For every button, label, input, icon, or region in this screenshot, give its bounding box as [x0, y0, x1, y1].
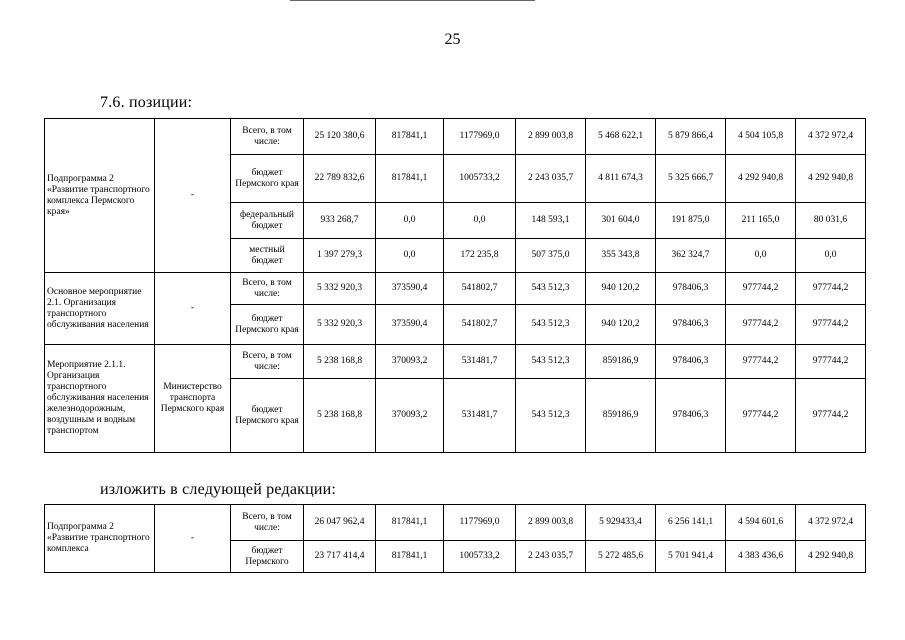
amount-cell: 362 324,7	[656, 239, 726, 273]
funding-source-cell: Всего, в том числе:	[231, 345, 304, 379]
amount-cell: 817841,1	[376, 119, 444, 155]
amount-cell: 978406,3	[656, 379, 726, 453]
amount-cell: 543 512,3	[516, 345, 586, 379]
amount-cell: 977744,2	[796, 305, 866, 345]
amount-cell: 541802,7	[444, 273, 516, 305]
section-heading: 7.6. позиции:	[100, 94, 193, 111]
amount-cell: 977744,2	[726, 305, 796, 345]
amount-cell: 5 701 941,4	[656, 541, 726, 573]
program-name-cell: Подпрограмма 2 «Развитие транспортного комплекса Пермского края»	[45, 119, 155, 273]
amount-cell: 191 875,0	[656, 203, 726, 239]
amount-cell: 6 256 141,1	[656, 505, 726, 541]
amount-cell: 172 235,8	[444, 239, 516, 273]
funding-source-cell: бюджет Пермского края	[231, 305, 304, 345]
amount-cell: 543 512,3	[516, 273, 586, 305]
amount-cell: 0,0	[444, 203, 516, 239]
funding-source-cell: Всего, в том числе:	[231, 273, 304, 305]
page-number: 25	[444, 31, 461, 48]
top-rule	[290, 0, 535, 1]
amount-cell: 543 512,3	[516, 379, 586, 453]
amount-cell: 817841,1	[376, 505, 444, 541]
table-row	[45, 505, 866, 541]
amount-cell: 543 512,3	[516, 305, 586, 345]
amount-cell: 978406,3	[656, 305, 726, 345]
amount-cell: 5 468 622,1	[586, 119, 656, 155]
amount-cell: 531481,7	[444, 345, 516, 379]
amount-cell: 933 268,7	[304, 203, 376, 239]
amount-cell: 2 899 003,8	[516, 119, 586, 155]
amount-cell: 978406,3	[656, 345, 726, 379]
amount-cell: 4 594 601,6	[726, 505, 796, 541]
amount-cell: 23 717 414,4	[304, 541, 376, 573]
amount-cell: 2 243 035,7	[516, 155, 586, 203]
amount-cell: 4 811 674,3	[586, 155, 656, 203]
amount-cell: 2 243 035,7	[516, 541, 586, 573]
amount-cell: 5 325 666,7	[656, 155, 726, 203]
amount-cell: 301 604,0	[586, 203, 656, 239]
amount-cell: 977744,2	[726, 273, 796, 305]
amount-cell: 211 165,0	[726, 203, 796, 239]
amount-cell: 22 789 832,6	[304, 155, 376, 203]
amount-cell: 0,0	[726, 239, 796, 273]
amount-cell: 355 343,8	[586, 239, 656, 273]
program-name-cell: Мероприятие 2.1.1. Организация транспортного обслуживания населения железнодорожным, воздушным и водным транспортом	[45, 345, 155, 453]
amount-cell: 541802,7	[444, 305, 516, 345]
amount-cell: 5 929433,4	[586, 505, 656, 541]
amount-cell: 977744,2	[796, 379, 866, 453]
amount-cell: 5 332 920,3	[304, 273, 376, 305]
amount-cell: 373590,4	[376, 305, 444, 345]
amount-cell: 370093,2	[376, 379, 444, 453]
amount-cell: 507 375,0	[516, 239, 586, 273]
executor-cell: -	[155, 119, 231, 273]
amount-cell: 859186,9	[586, 379, 656, 453]
funding-source-cell: бюджет Пермского	[231, 541, 304, 573]
amount-cell: 5 879 866,4	[656, 119, 726, 155]
amount-cell: 2 899 003,8	[516, 505, 586, 541]
program-name-cell: Подпрограмма 2 «Развитие транспортного комплекса	[45, 505, 155, 573]
new-positions-table	[44, 504, 866, 573]
amount-cell: 0,0	[376, 203, 444, 239]
funding-source-cell: местный бюджет	[231, 239, 304, 273]
amount-cell: 1005733,2	[444, 541, 516, 573]
amount-cell: 373590,4	[376, 273, 444, 305]
executor-cell: -	[155, 505, 231, 573]
amount-cell: 80 031,6	[796, 203, 866, 239]
amount-cell: 817841,1	[376, 155, 444, 203]
program-name-cell: Основное мероприятие 2.1. Организация транспортного обслуживания населения	[45, 273, 155, 345]
funding-source-cell: Всего, в том числе:	[231, 119, 304, 155]
amount-cell: 26 047 962,4	[304, 505, 376, 541]
amount-cell: 25 120 380,6	[304, 119, 376, 155]
amount-cell: 859186,9	[586, 345, 656, 379]
amount-cell: 5 272 485,6	[586, 541, 656, 573]
amount-cell: 370093,2	[376, 345, 444, 379]
amount-cell: 940 120,2	[586, 273, 656, 305]
amount-cell: 5 238 168,8	[304, 379, 376, 453]
amount-cell: 977744,2	[796, 345, 866, 379]
amount-cell: 977744,2	[726, 345, 796, 379]
amount-cell: 0,0	[796, 239, 866, 273]
amount-cell: 978406,3	[656, 273, 726, 305]
amount-cell: 1177969,0	[444, 505, 516, 541]
amount-cell: 817841,1	[376, 541, 444, 573]
executor-cell: Министерство транспорта Пермского края	[155, 345, 231, 453]
amount-cell: 4 292 940,8	[796, 541, 866, 573]
amount-cell: 1 397 279,3	[304, 239, 376, 273]
amount-cell: 4 504 105,8	[726, 119, 796, 155]
amount-cell: 977744,2	[796, 273, 866, 305]
amount-cell: 531481,7	[444, 379, 516, 453]
amount-cell: 4 372 972,4	[796, 505, 866, 541]
table-row	[45, 119, 866, 155]
table-row	[45, 345, 866, 379]
amount-cell: 977744,2	[726, 379, 796, 453]
funding-source-cell: бюджет Пермского края	[231, 379, 304, 453]
amount-cell: 4 292 940,8	[796, 155, 866, 203]
funding-source-cell: бюджет Пермского края	[231, 155, 304, 203]
amount-cell: 4 292 940,8	[726, 155, 796, 203]
amount-cell: 0,0	[376, 239, 444, 273]
old-positions-table	[44, 118, 866, 453]
amount-cell: 940 120,2	[586, 305, 656, 345]
amount-cell: 4 383 436,6	[726, 541, 796, 573]
amount-cell: 148 593,1	[516, 203, 586, 239]
replace-heading: изложить в следующей редакции:	[100, 481, 337, 498]
amount-cell: 4 372 972,4	[796, 119, 866, 155]
amount-cell: 5 238 168,8	[304, 345, 376, 379]
amount-cell: 5 332 920,3	[304, 305, 376, 345]
amount-cell: 1005733,2	[444, 155, 516, 203]
funding-source-cell: федеральный бюджет	[231, 203, 304, 239]
executor-cell: -	[155, 273, 231, 345]
funding-source-cell: Всего, в том числе:	[231, 505, 304, 541]
table-row	[45, 273, 866, 305]
amount-cell: 1177969,0	[444, 119, 516, 155]
